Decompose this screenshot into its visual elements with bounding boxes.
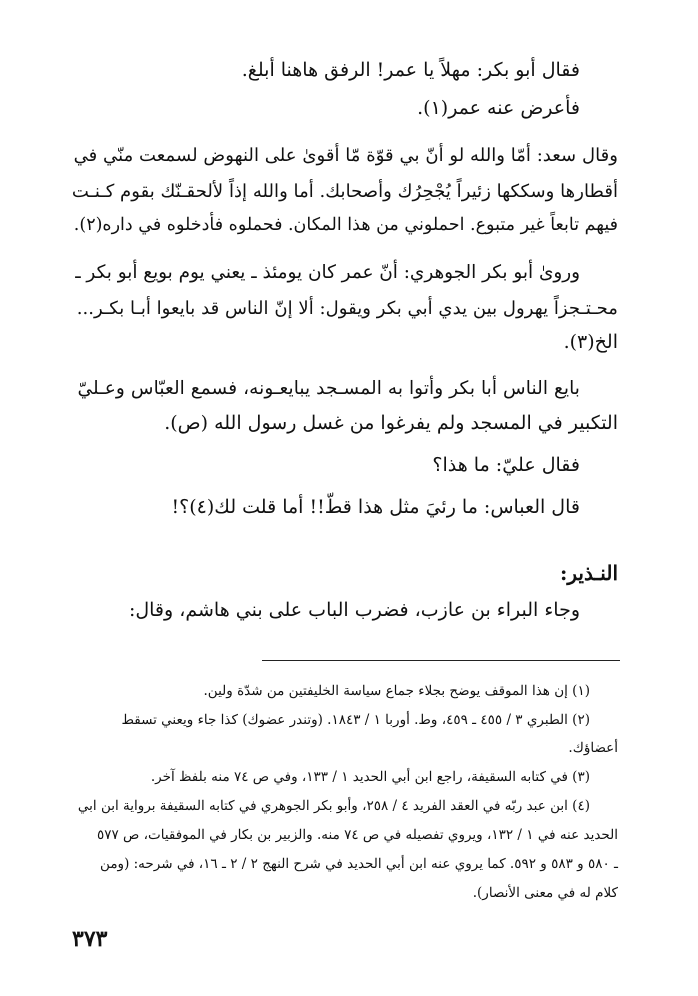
body-line: فقال عليّ: ما هذا؟ (432, 454, 580, 476)
footnote-line: كلام له في معنى الأنصار). (472, 885, 618, 901)
body-line: الخ(٣). (563, 331, 618, 353)
body-line: فأعرض عنه عمر(١). (417, 97, 580, 119)
body-line: أقطارها وسككها زئيراً يُجْحِرُك وأصحابك. أما والله إذاً لألحقـنّك بقوم كـنـت (71, 181, 618, 202)
footnote-line: (٣) في كتابه السقيفة، راجع ابن أبي الحديد ١ / ١٣٣، وفي ص ٧٤ منه بلفظ آخر. (150, 769, 590, 785)
body-line: محـتـجزاً يهرول بين يدي أبي بكر ويقول: ألا إنّ الناس قد بايعوا أبـا بكـر... (76, 298, 618, 319)
footnote-line: (١) إن هذا الموقف يوضح بجلاء جماع سياسة الخليفتين من شدّة ولين. (203, 683, 590, 699)
body-line: قال العباس: ما رئيَ مثل هذا قطّ!! أما قلت لك(٤)؟! (171, 496, 580, 518)
section-heading: النـذير: (559, 561, 618, 585)
footnote-rule (262, 660, 620, 661)
body-line: فقال أبو بكر: مهلاً يا عمر! الرفق هاهنا أبلغ. (241, 59, 580, 81)
body-line: ورویٰ أبو بكر الجوهري: أنّ عمر كان يومئذ ـ يعني يوم بويع أبو بكر ـ (75, 262, 580, 283)
body-line: وقال سعد: أمّا والله لو أنّ بي قوّة مّا أقوىٰ على النهوض لسمعت منّي في (73, 145, 618, 166)
page-number: ٣٧٣ (72, 926, 108, 952)
footnote-line: (٢) الطبري ٣ / ٤٥٥ ـ ٤٥٩، وط. أوربا ١ / ١٨٤٣. (وتندر عضوك) كذا جاء ويعني تسقط (121, 712, 590, 728)
body-line: وجاء البراء بن عازب، فضرب الباب على بني هاشم، وقال: (128, 599, 580, 621)
body-line: التكبير في المسجد ولم يفرغوا من غسل رسول الله (ص). (164, 412, 618, 434)
body-line: بايع الناس أبا بكر وأتوا به المسـجد يبايعـونه، فسمع العبّاس وعـليّ (77, 378, 580, 399)
footnote-line: أعضاؤك. (568, 740, 618, 756)
footnote-line: (٤) ابن عبد ربّه في العقد الفريد ٤ / ٢٥٨، وأبو بكر الجوهري في كتابه السقيفة برواية ابن ابي (77, 798, 590, 814)
footnote-line: ـ ٥٨٠ و ٥٨٣ و ٥٩٢. كما يروي عنه ابن أبي الحديد في شرح النهج ٢ / ٢ ـ ١٦، في شرحه: (ومن (100, 856, 618, 872)
footnote-line: الحديد عنه في ١ / ١٣٢، ويروي تفصيله في ص ٧٤ منه. والزبير بن بكار في الموفقيات، ص ٥٧٧ (96, 827, 618, 843)
body-line: فيهم تابعاً غير متبوع. احملوني من هذا المكان. فحملوه فأدخلوه في داره(٢). (73, 215, 618, 235)
